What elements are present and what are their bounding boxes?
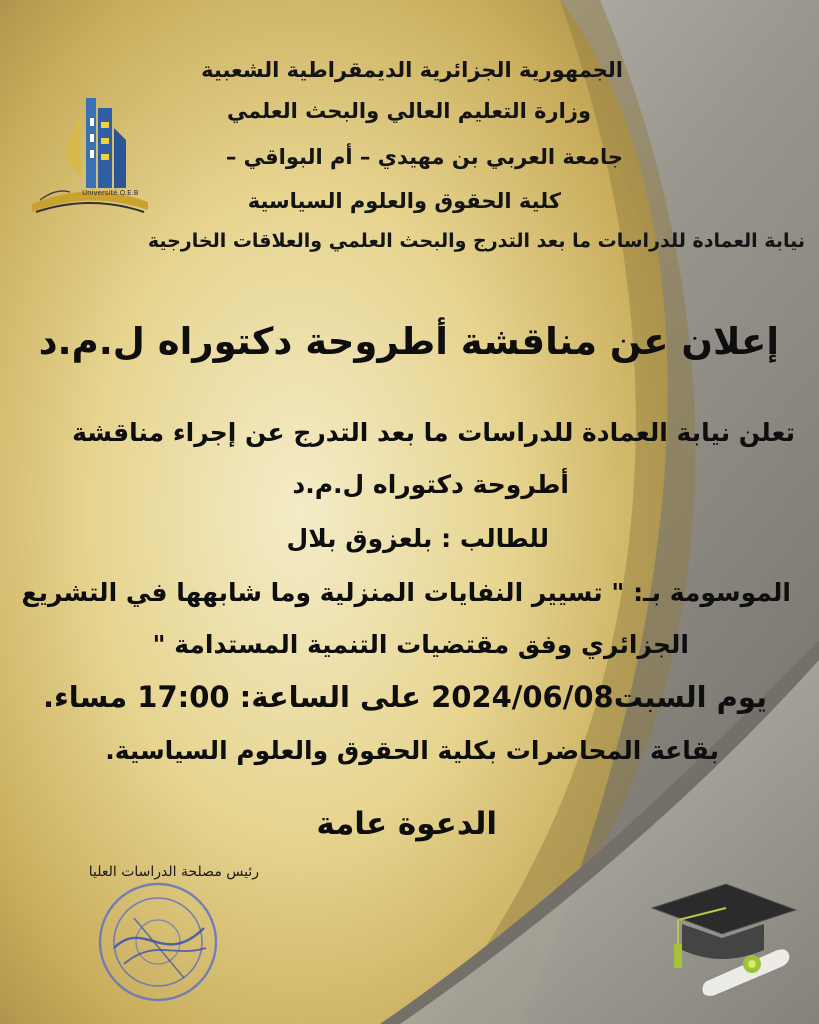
intro-line-2: أطروحة دكتوراه ل.م.د: [292, 470, 569, 499]
ministry-line: وزارة التعليم العالي والبحث العلمي: [226, 99, 591, 123]
intro-line-1: تعلن نيابة العمادة للدراسات ما بعد التدرج عن إجراء مناقشة: [72, 418, 795, 447]
deanship-line: نيابة العمادة للدراسات ما بعد التدرج والبحث العلمي والعلاقات الخارجية: [147, 230, 805, 252]
invitation-text: الدعوة عامة: [316, 806, 497, 842]
thesis-line-2: الجزائري وفق مقتضيات التنمية المستدامة ": [152, 630, 689, 659]
date-time-line: يوم السبت2024/06/08 على الساعة: 17:00 مساء.: [42, 680, 767, 714]
republic-line: الجمهورية الجزائرية الديمقراطية الشعبية: [201, 58, 623, 82]
faculty-line: كلية الحقوق والعلوم السياسية: [247, 189, 561, 213]
thesis-line-1: الموسومة بـ: " تسيير النفايات المنزلية وما شابهها في التشريع: [21, 578, 791, 607]
location-line: بقاعة المحاضرات بكلية الحقوق والعلوم السياسية.: [105, 736, 719, 765]
announcement-title: إعلان عن مناقشة أطروحة دكتوراه ل.م.د: [38, 320, 779, 363]
university-line: جامعة العربي بن مهيدي – أم البواقي –: [225, 145, 623, 169]
official-stamp-icon: [94, 878, 222, 1006]
student-line: للطالب : بلعزوق بلال: [286, 524, 549, 553]
university-logo-icon: [26, 88, 154, 228]
logo-caption: Université O.E.B: [82, 189, 139, 197]
signature-title: رئيس مصلحة الدراسات العليا: [88, 864, 259, 880]
graduation-cap-diploma-icon: [648, 880, 798, 1000]
